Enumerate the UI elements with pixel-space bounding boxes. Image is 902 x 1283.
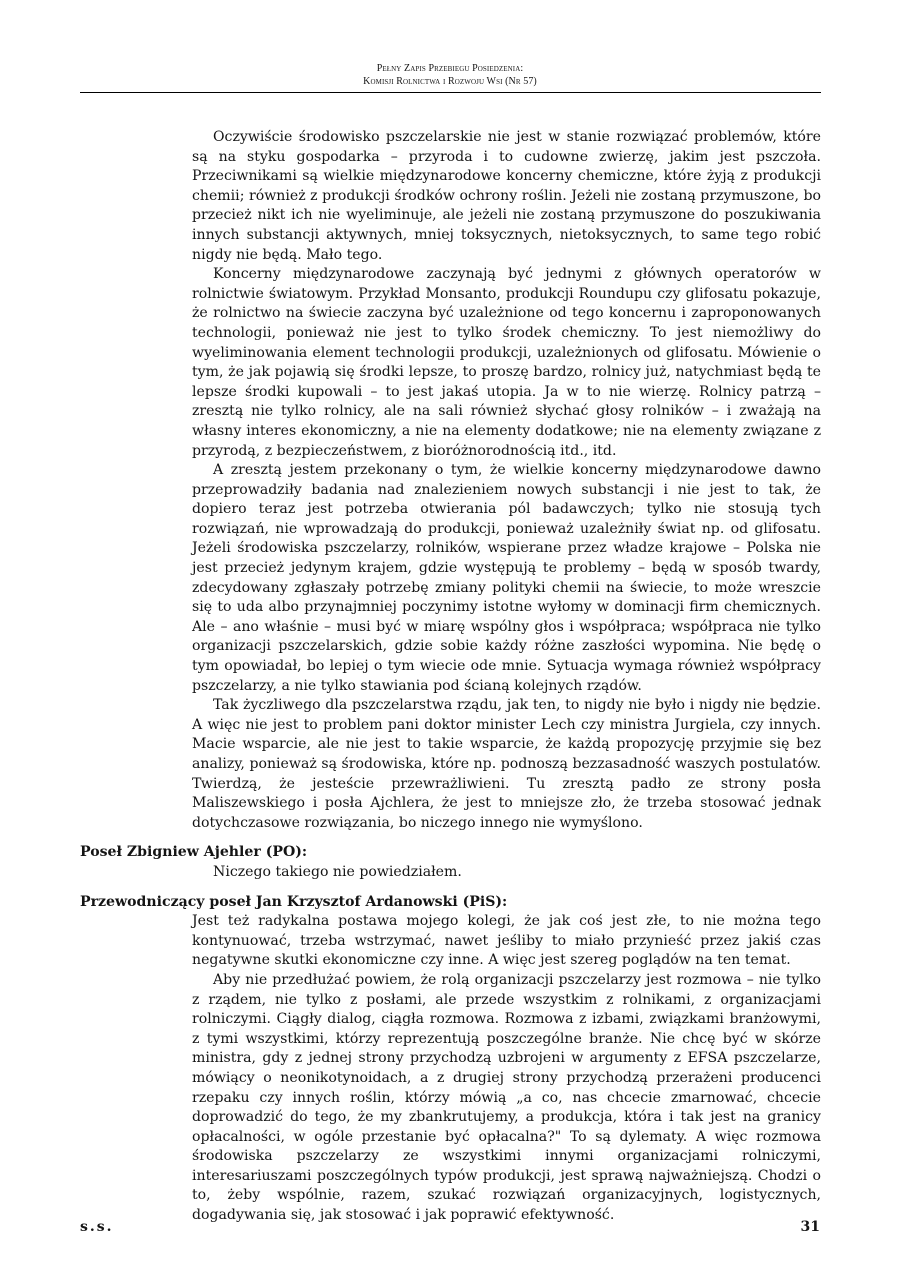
speaker-name: Przewodniczący poseł Jan Krzysztof Ardanowski (PiS): bbox=[80, 893, 508, 910]
header-line-2: Komisji Rolnictwa i Rozwoju Wsi (Nr 57) bbox=[363, 76, 537, 87]
page-body bbox=[80, 128, 821, 1226]
paragraph: Niczego takiego nie powiedziałem. bbox=[213, 863, 462, 880]
header-rule bbox=[80, 92, 821, 93]
paragraph: Oczywiście środowisko pszczelarskie nie jest w stanie rozwiązać problemów, które są na styku gospodarka – przyroda i to cudowne zwierzę, jakim jest pszczoła. Przeciwnikami są wielkie międzynarodowe koncerny chemiczne, które żyją z produkcji chemii; również z produkcji środków ochrony roślin. Jeżeli nie zostaną przymuszone, bo przecież nikt ich nie wyeliminuje, ale jeżeli nie zostaną przymuszone do poszukiwania innych substancji aktywnych, mniej toksycznych, nietoksycznych, to same tego robić nigdy nie będą. Mało tego. bbox=[192, 129, 821, 263]
speaker-statement bbox=[192, 912, 821, 1226]
page-number: 31 bbox=[800, 1219, 820, 1235]
running-header bbox=[80, 62, 820, 88]
paragraph: Koncerny międzynarodowe zaczynają być jednymi z głównych operatorów w rolnictwie światowym. Przykład Monsanto, produkcji Roundupu czy glifosatu pokazuje, że rolnictwo na świecie zaczyna być uzależnione od tego koncernu i zaproponowanych technologii, ponieważ nie jest to tylko środek chemiczny. To jest niemożliwy do wyeliminowania element technologii produkcji, uzależnionych od glifosatu. Mówienie o tym, że jak pojawią się środki lepsze, to proszę bardzo, rolnicy już, natychmiast będą te lepsze środki kupowali – to jest jakaś utopia. Ja w to nie wierzę. Rolnicy patrzą – zresztą nie tylko rolnicy, ale na sali również słychać głosy rolników – i zważają na własny interes ekonomiczny, a nie na elementy dodatkowe; nie na elementy związane z przyrodą, z bezpieczeństwem, z bioróżnorodnością itd., itd. bbox=[192, 266, 821, 459]
paragraph: Tak życzliwego dla pszczelarstwa rządu, jak ten, to nigdy nie było i nigdy nie będzie. A więc nie jest to problem pani doktor minister Lech czy ministra Jurgiela, czy innych. Macie wsparcie, ale nie jest to takie wsparcie, że każdą propozycję przyjmie się bez analizy, ponieważ są środowiska, które np. podnoszą bezzasadność waszych postulatów. Twierdzą, że jesteście przewrażliwieni. Tu zresztą padło ze strony posła Maliszewskiego i posła Ajchlera, że jest to mniejsze zło, że trzeba stosować jednak dotychczasowe rozwiązania, bo niczego innego nie wymyślono. bbox=[192, 697, 821, 831]
speaker-name: Poseł Zbigniew Ajehler (PO): bbox=[80, 844, 308, 861]
header-line-1: Pełny Zapis Przebiegu Posiedzenia: bbox=[376, 63, 524, 74]
paragraph: Aby nie przedłużać powiem, że rolą organizacji pszczelarzy jest rozmowa – nie tylko z rządem, nie tylko z posłami, ale przede wszystkim z rolnikami, z organizacjami rolniczymi. Ciągły dialog, ciągła rozmowa. Rozmowa z izbami, związkami branżowymi, z tymi wszystkimi, którzy reprezentują poszczególne branże. Nie chcę być w skórze ministra, gdy z jednej strony przychodzą uzbrojeni w argumenty z EFSA pszczelarze, mówiący o neonikotynoidach, a z drugiej strony przychodzą przerażeni producenci rzepaku czy innych roślin, którzy mówią „a co, nas chcecie zmarnować, chcecie doprowadzić do tego, że my zbankrutujemy, a produkcja, która i tak jest na granicy opłacalności, w ogóle przestanie być opłacalna?" To są dylematy. A więc rozmowa środowiska pszczelarzy ze wszystkimi innymi organizacjami rolniczymi, interesariuszami poszczególnych typów produkcji, jest sprawą najważniejszą. Chodzi o to, żeby wspólnie, razem, szukać rozwiązań organizacyjnych, logistycznych, dogadywania się, jak stosować i jak poprawić efektywność. bbox=[192, 971, 821, 1224]
paragraph: Jest też radykalna postawa mojego kolegi, że jak coś jest złe, to nie można tego kontynuować, trzeba wstrzymać, nawet jeśliby to miało przynieść przez jakiś czas negatywne skutki ekonomiczne czy inne. A więc jest szereg poglądów na ten temat. bbox=[192, 913, 821, 969]
footer-initials: s.s. bbox=[80, 1219, 114, 1235]
intro-section bbox=[192, 128, 821, 833]
paragraph: A zresztą jestem przekonany o tym, że wielkie koncerny międzynarodowe dawno przeprowadziły badania nad znalezieniem nowych substancji i nie jest to tak, że dopiero teraz jest potrzeba otwierania pól badawczych; tylko nie stosują tych rozwiązań, nie wprowadzają do produkcji, ponieważ uzależniły świat np. od glifosatu. Jeżeli środowiska pszczelarzy, rolników, wspierane przez władze krajowe – Polska nie jest przecież jedynym krajem, gdzie występują te problemy – będą w sposób twardy, zdecydowany zgłaszały potrzebę zmiany polityki chemii na świecie, to może wreszcie się to uda albo przynajmniej poczynimy istotne wyłomy w dominacji firm chemicznych. Ale – ano właśnie – musi być w miarę wspólny głos i współpraca; współpraca nie tylko organizacji pszczelarskich, gdzie sobie każdy różne zaszłości wypomina. Nie będę o tym opowiadał, bo lepiej o tym wiecie ode mnie. Sytuacja wymaga również współpracy pszczelarzy, a nie tylko stawiania pod ścianą kolejnych rządów. bbox=[192, 462, 821, 694]
speaker-statement bbox=[192, 863, 821, 883]
